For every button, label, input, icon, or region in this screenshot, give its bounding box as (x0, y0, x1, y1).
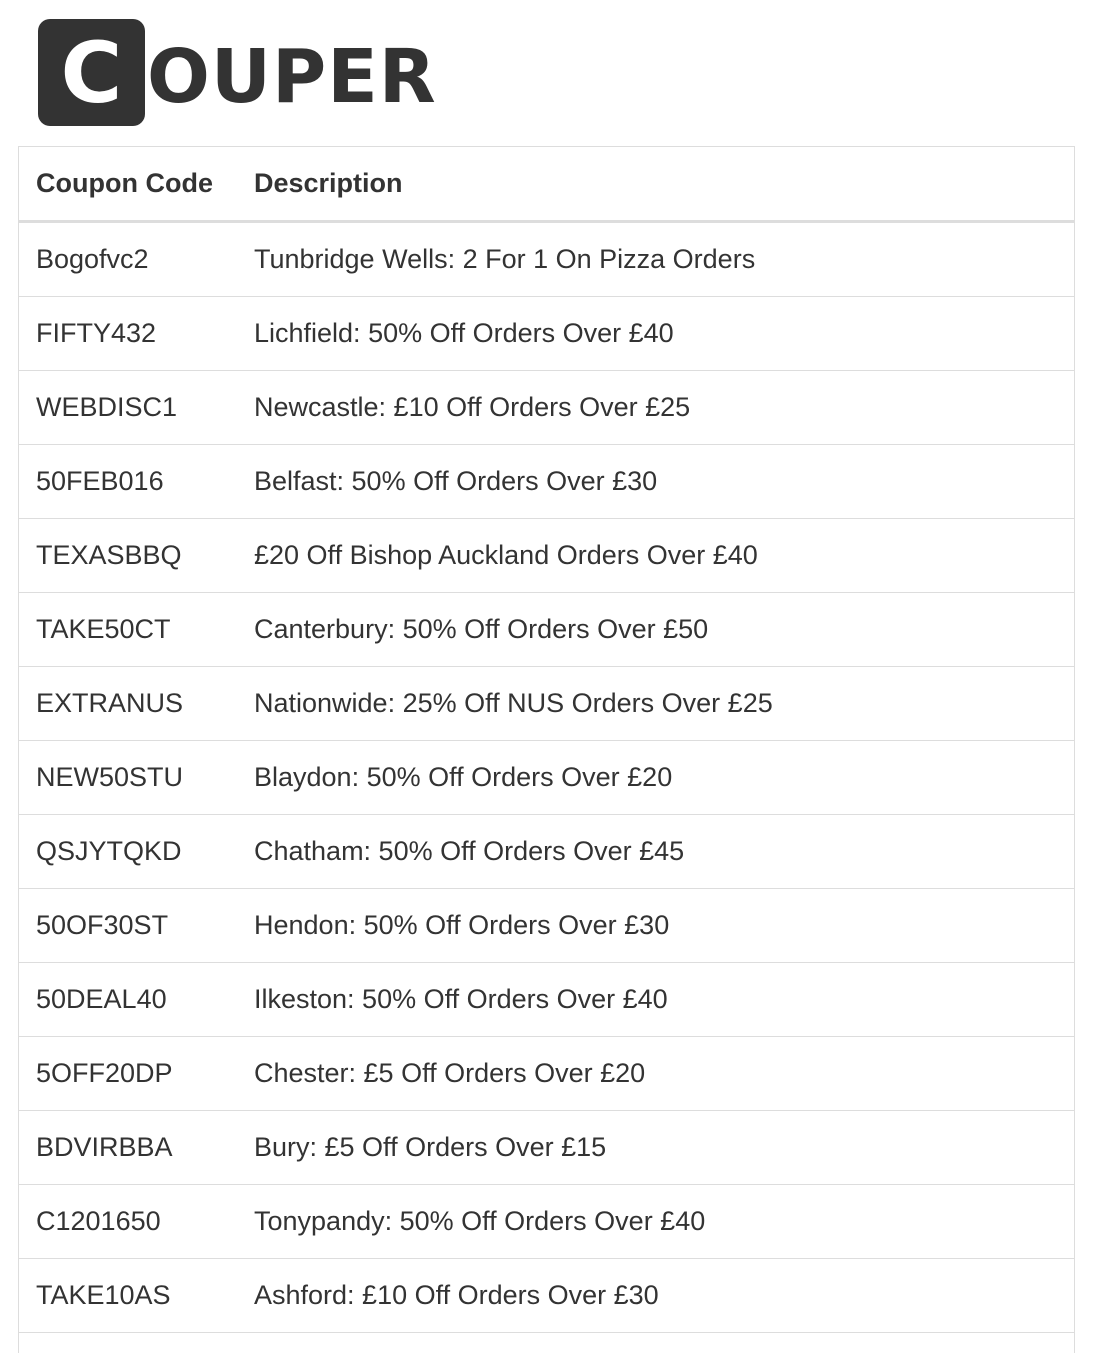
coupon-description: Blaydon: 50% Off Orders Over £20 (237, 741, 1074, 815)
table-row (19, 593, 1074, 667)
table-row (19, 741, 1074, 815)
coupon-description: Lichfield: 50% Off Orders Over £40 (237, 297, 1074, 371)
coupon-description: Ashford: £10 Off Orders Over £30 (237, 1259, 1074, 1333)
coupon-table-container (18, 146, 1075, 1353)
table-row (19, 1259, 1074, 1333)
table-row (19, 1037, 1074, 1111)
coupon-code[interactable]: TEXASBBQ (19, 519, 237, 593)
coupon-code[interactable]: C1201650 (19, 1185, 237, 1259)
table-row (19, 222, 1074, 297)
coupon-code[interactable]: 50OF30ST (19, 889, 237, 963)
table-row-partial (19, 1333, 1074, 1353)
coupon-description: Chatham: 50% Off Orders Over £45 (237, 815, 1074, 889)
coupon-code[interactable]: 50FEB016 (19, 445, 237, 519)
coupon-description: Bury: £5 Off Orders Over £15 (237, 1111, 1074, 1185)
coupon-description: Belfast: 50% Off Orders Over £30 (237, 445, 1074, 519)
coupon-code[interactable]: TAKE50CT (19, 593, 237, 667)
coupon-description: Tonypandy: 50% Off Orders Over £40 (237, 1185, 1074, 1259)
coupon-code[interactable]: 50DEAL40 (19, 963, 237, 1037)
logo-wordmark: OUPER (147, 30, 437, 114)
table-row (19, 815, 1074, 889)
logo-mark-letter: C (61, 31, 123, 115)
coupon-code[interactable]: 5OFF20DP (19, 1037, 237, 1111)
table-row (19, 1185, 1074, 1259)
header-row (19, 147, 1074, 222)
coupon-description: £20 Off Bishop Auckland Orders Over £40 (237, 519, 1074, 593)
coupon-description: Tunbridge Wells: 2 For 1 On Pizza Orders (237, 222, 1074, 297)
table-row (19, 667, 1074, 741)
couper-logo[interactable] (38, 18, 437, 126)
table-row (19, 889, 1074, 963)
coupon-code (19, 1333, 237, 1353)
table-body (19, 222, 1074, 1353)
coupon-description: Chester: £5 Off Orders Over £20 (237, 1037, 1074, 1111)
table-row (19, 371, 1074, 445)
coupon-code[interactable]: FIFTY432 (19, 297, 237, 371)
table-row (19, 963, 1074, 1037)
table-row (19, 297, 1074, 371)
coupon-description (237, 1333, 1074, 1353)
coupon-code[interactable]: TAKE10AS (19, 1259, 237, 1333)
coupon-code[interactable]: WEBDISC1 (19, 371, 237, 445)
table-header (19, 147, 1074, 222)
column-header-coupon-code: Coupon Code (19, 147, 237, 222)
coupon-description: Newcastle: £10 Off Orders Over £25 (237, 371, 1074, 445)
coupon-description: Hendon: 50% Off Orders Over £30 (237, 889, 1074, 963)
coupon-table (19, 147, 1074, 1353)
coupon-description: Canterbury: 50% Off Orders Over £50 (237, 593, 1074, 667)
column-header-description: Description (237, 147, 1074, 222)
coupon-code[interactable]: Bogofvc2 (19, 222, 237, 297)
table-row (19, 519, 1074, 593)
coupon-code[interactable]: QSJYTQKD (19, 815, 237, 889)
table-row (19, 445, 1074, 519)
coupon-code[interactable]: NEW50STU (19, 741, 237, 815)
coupon-code[interactable]: EXTRANUS (19, 667, 237, 741)
coupon-description: Nationwide: 25% Off NUS Orders Over £25 (237, 667, 1074, 741)
table-row (19, 1111, 1074, 1185)
logo-mark (38, 19, 145, 126)
coupon-description: Ilkeston: 50% Off Orders Over £40 (237, 963, 1074, 1037)
coupon-code[interactable]: BDVIRBBA (19, 1111, 237, 1185)
